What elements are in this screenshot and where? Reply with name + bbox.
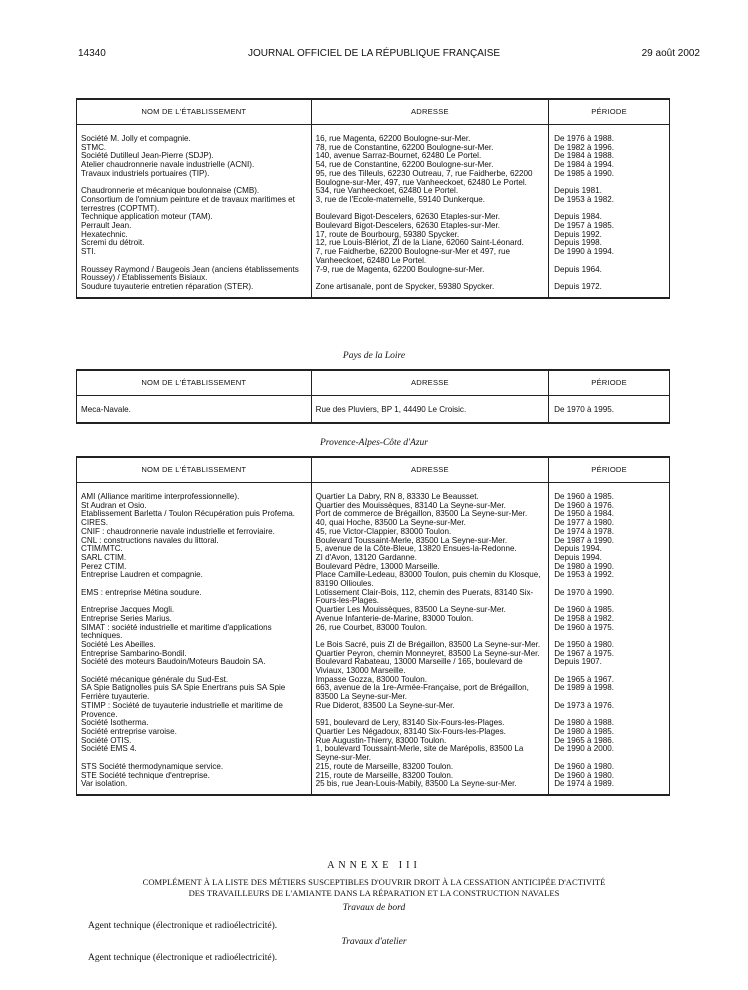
cell-adresse: Rue Augustin-Thierry, 83000 Toulon. (311, 737, 549, 746)
cell-nom: Société Les Abeilles. (77, 641, 312, 650)
establishments-table-2 (76, 369, 670, 424)
cell-nom: STE Société technique d'entreprise. (77, 772, 312, 781)
cell-nom: STS Société thermodynamique service. (77, 763, 312, 772)
column-header-adresse: ADRESSE (311, 370, 549, 396)
table-row (77, 125, 670, 144)
cell-nom: Atelier chaudronnerie navale industrielle (ACNI). (77, 161, 312, 170)
column-header-adresse: ADRESSE (311, 99, 549, 125)
column-header-adresse: ADRESSE (311, 457, 549, 483)
cell-periode: Depuis 1992. (549, 231, 670, 240)
column-header-periode: PÉRIODE (549, 370, 670, 396)
cell-nom: CIRES. (77, 519, 312, 528)
region-heading-paca: Provence-Alpes-Côte d'Azur (320, 438, 428, 448)
cell-adresse: Quartier des Mouissèques, 83140 La Seyne-sur-Mer. (311, 502, 549, 511)
cell-periode: Depuis 1998. (549, 239, 670, 248)
column-header-periode: PÉRIODE (549, 99, 670, 125)
cell-nom: CTIM/MTC. (77, 545, 312, 554)
table-row (77, 780, 670, 795)
table-row (77, 248, 670, 265)
cell-adresse: 591, boulevard de Lery, 83140 Six-Fours-les-Plages. (311, 719, 549, 728)
cell-periode: De 1989 à 1998. (549, 684, 670, 701)
table-row (77, 571, 670, 588)
cell-periode: De 1982 à 1996. (549, 144, 670, 153)
cell-adresse: 95, rue des Tilleuls, 62230 Outreau, 7, rue Faidherbe, 62200 Boulogne-sur-Mer, 497, rue Vanheeckoet, 62480 Le Portel. (311, 170, 549, 187)
cell-periode: Depuis 1981. (549, 187, 670, 196)
annexe-title: ANNEXE III (327, 860, 421, 871)
table-row (77, 196, 670, 213)
table-row (77, 589, 670, 606)
cell-nom: Entreprise Laudren et compagnie. (77, 571, 312, 588)
cell-periode: De 1984 à 1988. (549, 152, 670, 161)
cell-nom: Perez CTIM. (77, 563, 312, 572)
cell-adresse: Boulevard Pèdre, 13000 Marseille. (311, 563, 549, 572)
journal-title: JOURNAL OFFICIEL DE LA RÉPUBLIQUE FRANÇAISE (247, 48, 501, 59)
cell-nom: CNIF : chaudronnerie navale industrielle et ferroviaire. (77, 528, 312, 537)
table-row (77, 483, 670, 502)
cell-nom: Entreprise Series Marius. (77, 615, 312, 624)
cell-periode: De 1977 à 1980. (549, 519, 670, 528)
publication-date: 29 août 2002 (641, 48, 700, 59)
cell-adresse: 1, boulevard Toussaint-Merle, site de Marépolis, 83500 La Seyne-sur-Mer. (311, 745, 549, 762)
section-heading-travaux-d-atelier: Travaux d'atelier (341, 937, 407, 947)
cell-nom: Société mécanique générale du Sud-Est. (77, 676, 312, 685)
cell-nom: Société des moteurs Baudoin/Moteurs Baudoin SA. (77, 658, 312, 675)
column-header-nom: NOM DE L'ÉTABLISSEMENT (77, 457, 312, 483)
annexe-subtitle-line-2: DES TRAVAILLEURS DE L'AMIANTE DANS LA RÉPARATION ET LA CONSTRUCTION NAVALES (188, 888, 560, 898)
cell-periode: De 1985 à 1990. (549, 170, 670, 187)
cell-periode: De 1960 à 1976. (549, 502, 670, 511)
table-row (77, 283, 670, 298)
table-row (77, 702, 670, 719)
cell-periode: De 1967 à 1975. (549, 650, 670, 659)
section-item-travaux-d-atelier: Agent technique (électronique et radioélectricité). (88, 953, 278, 963)
cell-adresse: 5, avenue de la Côte-Bleue, 13820 Ensues-la-Redonne. (311, 545, 549, 554)
cell-periode: De 1980 à 1985. (549, 728, 670, 737)
cell-periode: De 1980 à 1990. (549, 563, 670, 572)
cell-adresse: 78, rue de Constantine, 62200 Boulogne-sur-Mer. (311, 144, 549, 153)
cell-adresse: Quartier La Dabry, RN 8, 83330 Le Beausset. (311, 483, 549, 502)
cell-periode: De 1960 à 1975. (549, 624, 670, 641)
cell-periode: De 1957 à 1985. (549, 222, 670, 231)
cell-periode: De 1976 à 1988. (549, 125, 670, 144)
cell-nom: STI. (77, 248, 312, 265)
annexe-subtitle (0, 877, 748, 899)
table-row (77, 266, 670, 283)
cell-adresse: 54, rue de Constantine, 62200 Boulogne-sur-Mer. (311, 161, 549, 170)
cell-adresse: 215, route de Marseille, 83200 Toulon. (311, 772, 549, 781)
cell-nom: Société EMS 4. (77, 745, 312, 762)
cell-periode: De 1953 à 1982. (549, 196, 670, 213)
cell-adresse: Impasse Gozza, 83000 Toulon. (311, 676, 549, 685)
cell-adresse: 7-9, rue de Magenta, 62200 Boulogne-sur-Mer. (311, 266, 549, 283)
cell-adresse: Rue des Pluviers, BP 1, 44490 Le Croisic. (311, 396, 549, 423)
cell-nom: Meca-Navale. (77, 396, 312, 423)
cell-nom: Chaudronnerie et mécanique boulonnaise (CMB). (77, 187, 312, 196)
cell-nom: Roussey Raymond / Baugeois Jean (anciens établissements Roussey) / Etablissements Bisiaux. (77, 266, 312, 283)
column-header-nom: NOM DE L'ÉTABLISSEMENT (77, 99, 312, 125)
establishments-table-1 (76, 98, 670, 299)
cell-periode: De 1980 à 1988. (549, 719, 670, 728)
column-header-periode: PÉRIODE (549, 457, 670, 483)
cell-periode: De 1960 à 1985. (549, 606, 670, 615)
cell-periode: De 1960 à 1980. (549, 772, 670, 781)
cell-adresse: 7, rue Faidherbe, 62200 Boulogne-sur-Mer et 497, rue Vanheeckoet, 62480 Le Portel. (311, 248, 549, 265)
cell-adresse: 26, rue Courbet, 83000 Toulon. (311, 624, 549, 641)
cell-periode: De 1970 à 1995. (549, 396, 670, 423)
cell-adresse: 17, route de Bourbourg, 59380 Spycker. (311, 231, 549, 240)
cell-adresse: Quartier Les Négadoux, 83140 Six-Fours-les-Plages. (311, 728, 549, 737)
cell-nom: STMC. (77, 144, 312, 153)
cell-periode: Depuis 1994. (549, 554, 670, 563)
cell-periode: De 1990 à 1994. (549, 248, 670, 265)
cell-periode: De 1990 à 2000. (549, 745, 670, 762)
cell-periode: De 1973 à 1976. (549, 702, 670, 719)
cell-nom: SIMAT : société industrielle et maritime d'applications techniques. (77, 624, 312, 641)
cell-adresse: 40, quai Hoche, 83500 La Seyne-sur-Mer. (311, 519, 549, 528)
cell-nom: Scremi du détroit. (77, 239, 312, 248)
cell-adresse: Boulevard Rabateau, 13000 Marseille / 165, boulevard de Viviaux, 13000 Marseille. (311, 658, 549, 675)
cell-nom: Travaux industriels portuaires (TIP). (77, 170, 312, 187)
cell-nom: Société M. Jolly et compagnie. (77, 125, 312, 144)
cell-periode: De 1974 à 1978. (549, 528, 670, 537)
cell-periode: De 1974 à 1989. (549, 780, 670, 795)
cell-nom: Perrault Jean. (77, 222, 312, 231)
cell-nom: SARL CTIM. (77, 554, 312, 563)
cell-nom: Société Isotherma. (77, 719, 312, 728)
cell-adresse: Lotissement Clair-Bois, 112, chemin des Puerats, 83140 Six-Fours-les-Plages. (311, 589, 549, 606)
cell-nom: Var isolation. (77, 780, 312, 795)
cell-adresse: 215, route de Marseille, 83200 Toulon. (311, 763, 549, 772)
cell-periode: De 1965 à 1967. (549, 676, 670, 685)
cell-adresse: 663, avenue de la 1re-Armée-Française, port de Brégaillon, 83500 La Seyne-sur-Mer. (311, 684, 549, 701)
cell-nom: Société Dutilleul Jean-Pierre (SDJP). (77, 152, 312, 161)
cell-adresse: Le Bois Sacré, puis ZI de Brégaillon, 83500 La Seyne-sur-Mer. (311, 641, 549, 650)
cell-nom: Hexatechnic. (77, 231, 312, 240)
table-row (77, 170, 670, 187)
cell-adresse: Quartier Les Mouissèques, 83500 La Seyne-sur-Mer. (311, 606, 549, 615)
cell-periode: De 1965 à 1986. (549, 737, 670, 746)
cell-adresse: Boulevard Bigot-Descelers, 62630 Etaples-sur-Mer. (311, 222, 549, 231)
cell-nom: Société OTIS. (77, 737, 312, 746)
cell-adresse: 534, rue Vanheeckoet, 62480 Le Portel. (311, 187, 549, 196)
cell-adresse: Rue Diderot, 83500 La Seyne-sur-Mer. (311, 702, 549, 719)
cell-nom: SA Spie Batignolles puis SA Spie Enertrans puis SA Spie Ferrière tuyauterie. (77, 684, 312, 701)
table-row (77, 624, 670, 641)
cell-adresse: Port de commerce de Brégaillon, 83500 La Seyne-sur-Mer. (311, 510, 549, 519)
section-heading-travaux-de-bord: Travaux de bord (342, 903, 406, 913)
cell-nom: AMI (Alliance maritime interprofessionnelle). (77, 483, 312, 502)
section-item-travaux-de-bord: Agent technique (électronique et radioélectricité). (88, 921, 278, 931)
cell-nom: Société entreprise varoise. (77, 728, 312, 737)
cell-periode: Depuis 1994. (549, 545, 670, 554)
cell-adresse: Zone artisanale, pont de Spycker, 59380 Spycker. (311, 283, 549, 298)
cell-adresse: ZI d'Avon, 13120 Gardanne. (311, 554, 549, 563)
cell-periode: De 1987 à 1990. (549, 537, 670, 546)
cell-nom: Consortium de l'omnium peinture et de travaux maritimes et terrestres (COPTMT). (77, 196, 312, 213)
cell-adresse: Boulevard Toussaint-Merle, 83500 La Seyne-sur-Mer. (311, 537, 549, 546)
cell-periode: Depuis 1984. (549, 213, 670, 222)
cell-periode: Depuis 1964. (549, 266, 670, 283)
cell-periode: De 1970 à 1990. (549, 589, 670, 606)
cell-nom: St Audran et Osio. (77, 502, 312, 511)
table-row (77, 684, 670, 701)
column-header-nom: NOM DE L'ÉTABLISSEMENT (77, 370, 312, 396)
page-number: 14340 (78, 48, 106, 59)
table-row (77, 396, 670, 423)
cell-periode: De 1958 à 1982. (549, 615, 670, 624)
cell-adresse: Boulevard Bigot-Descelers, 62630 Etaples-sur-Mer. (311, 213, 549, 222)
cell-nom: Etablissement Barletta / Toulon Récupération puis Profema. (77, 510, 312, 519)
region-heading-pays-de-la-loire: Pays de la Loire (342, 351, 406, 361)
cell-periode: De 1984 à 1994. (549, 161, 670, 170)
cell-adresse: Avenue Infanterie-de-Marine, 83000 Toulon. (311, 615, 549, 624)
cell-periode: De 1960 à 1985. (549, 483, 670, 502)
establishments-table-3 (76, 456, 670, 796)
cell-adresse: 16, rue Magenta, 62200 Boulogne-sur-Mer. (311, 125, 549, 144)
cell-nom: EMS : entreprise Métina soudure. (77, 589, 312, 606)
cell-adresse: 3, rue de l'Ecole-maternelle, 59140 Dunkerque. (311, 196, 549, 213)
cell-periode: Depuis 1972. (549, 283, 670, 298)
cell-adresse: Place Camille-Ledeau, 83000 Toulon, puis chemin du Klosque, 83190 Ollioules. (311, 571, 549, 588)
cell-periode: De 1960 à 1980. (549, 763, 670, 772)
cell-nom: Soudure tuyauterie entretien réparation (STER). (77, 283, 312, 298)
cell-nom: STIMP : Société de tuyauterie industrielle et maritime de Provence. (77, 702, 312, 719)
cell-adresse: 25 bis, rue Jean-Louis-Mabily, 83500 La Seyne-sur-Mer. (311, 780, 549, 795)
table-row (77, 658, 670, 675)
table-row (77, 745, 670, 762)
cell-nom: Entreprise Sambarino-Bondil. (77, 650, 312, 659)
cell-periode: Depuis 1907. (549, 658, 670, 675)
cell-adresse: Quartier Peyron, chemin Monneyret, 83500 La Seyne-sur-Mer. (311, 650, 549, 659)
annexe-subtitle-line-1: COMPLÉMENT À LA LISTE DES MÉTIERS SUSCEPTIBLES D'OUVRIR DROIT À LA CESSATION ANTICIPÉE D'ACTIVITÉ (142, 877, 606, 887)
cell-periode: De 1950 à 1980. (549, 641, 670, 650)
cell-periode: De 1950 à 1984. (549, 510, 670, 519)
cell-periode: De 1953 à 1992. (549, 571, 670, 588)
cell-adresse: 12, rue Louis-Blériot, ZI de la Liane, 62060 Saint-Léonard. (311, 239, 549, 248)
cell-nom: Technique application moteur (TAM). (77, 213, 312, 222)
cell-nom: CNL : constructions navales du littoral. (77, 537, 312, 546)
cell-adresse: 140, avenue Sarraz-Bournet, 62480 Le Portel. (311, 152, 549, 161)
cell-adresse: 45, rue Victor-Clappier, 83000 Toulon. (311, 528, 549, 537)
cell-nom: Entreprise Jacques Mogli. (77, 606, 312, 615)
